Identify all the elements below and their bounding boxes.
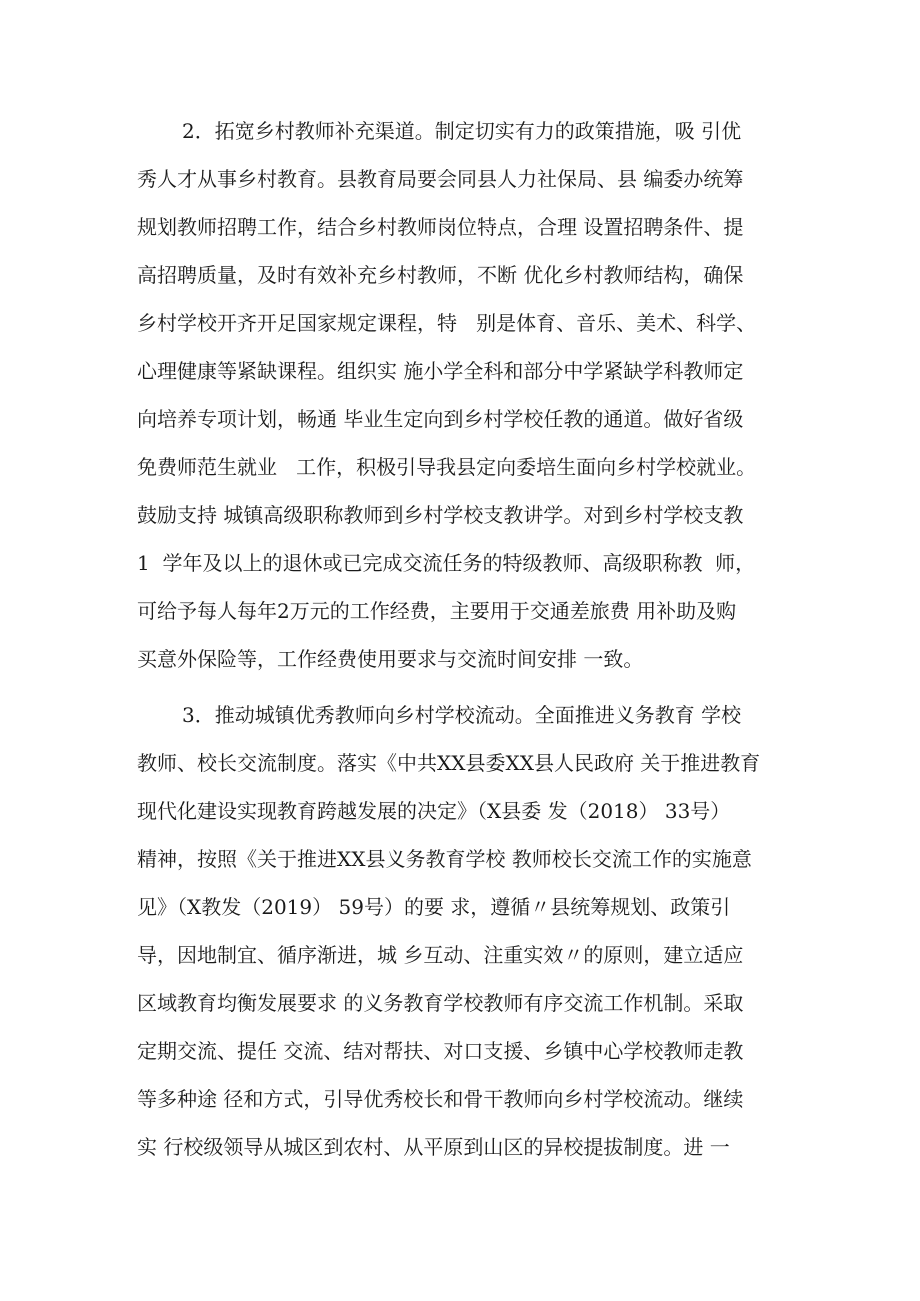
text-line: 规划教师招聘工作，结合乡村教师岗位特点，合理 设置招聘条件、提	[137, 215, 744, 239]
text-line: 鼓励支持 城镇高级职称教师到乡村学校支教讲学。对到乡村学校支教	[137, 503, 744, 527]
text-line: 心理健康等紧缺课程。组织实 施小学全科和部分中学紧缺学科教师定	[137, 359, 744, 383]
text-line: 现代化建设实现教育跨越发展的决定》（X县委 发（2018） 33号）	[137, 799, 731, 823]
text-line: 向培养专项计划，畅通 毕业生定向到乡村学校任教的通道。做好省级	[137, 407, 744, 431]
text-line: 见》（X教发（2019） 59号）的要 求，遵循〃县统筹规划、政策引	[137, 895, 731, 919]
text-line: 2．拓宽乡村教师补充渠道。制定切实有力的政策措施，吸 引优	[182, 119, 742, 143]
text-line: 定期交流、提任 交流、结对帮扶、对口支援、乡镇中心学校教师走教	[137, 1039, 744, 1063]
text-line: 秀人才从事乡村教育。县教育局要会同县人力社保局、县 编委办统筹	[137, 167, 744, 191]
text-line: 高招聘质量，及时有效补充乡村教师，不断 优化乡村教师结构，确保	[137, 263, 744, 287]
text-line: 可给予每人每年2万元的工作经费，主要用于交通差旅费 用补助及购	[137, 599, 737, 623]
text-line: 等多种途 径和方式，引导优秀校长和骨干教师向乡村学校流动。继续	[137, 1087, 744, 1111]
text-line: 精神，按照《关于推进XX县义务教育学校 教师校长交流工作的实施意	[137, 847, 752, 871]
text-line: 买意外保险等，工作经费使用要求与交流时间安排 一致。	[137, 647, 644, 671]
text-line: 乡村学校开齐开足国家规定课程，特 别是体育、音乐、美术、科学、	[137, 311, 757, 335]
text-line: 实 行校级领导从城区到农村、从平原到山区的异校提拔制度。进 一	[137, 1135, 730, 1159]
text-line: 3．推动城镇优秀教师向乡村学校流动。全面推进义务教育 学校	[182, 703, 742, 727]
text-line: 教师、校长交流制度。落实《中共XX县委XX县人民政府 关于推进教育	[137, 751, 761, 775]
text-line: 导，因地制宜、循序渐进，城 乡互动、注重实效〃的原则，建立适应	[137, 943, 744, 967]
text-line: 免费师范生就业 工作，积极引导我县定向委培生面向乡村学校就业。	[137, 455, 757, 479]
text-line: 1 学年及以上的退休或已完成交流任务的特级教师、高级职称教 师，	[137, 551, 756, 575]
text-line: 区域教育均衡发展要求 的义务教育学校教师有序交流工作机制。采取	[137, 991, 744, 1015]
